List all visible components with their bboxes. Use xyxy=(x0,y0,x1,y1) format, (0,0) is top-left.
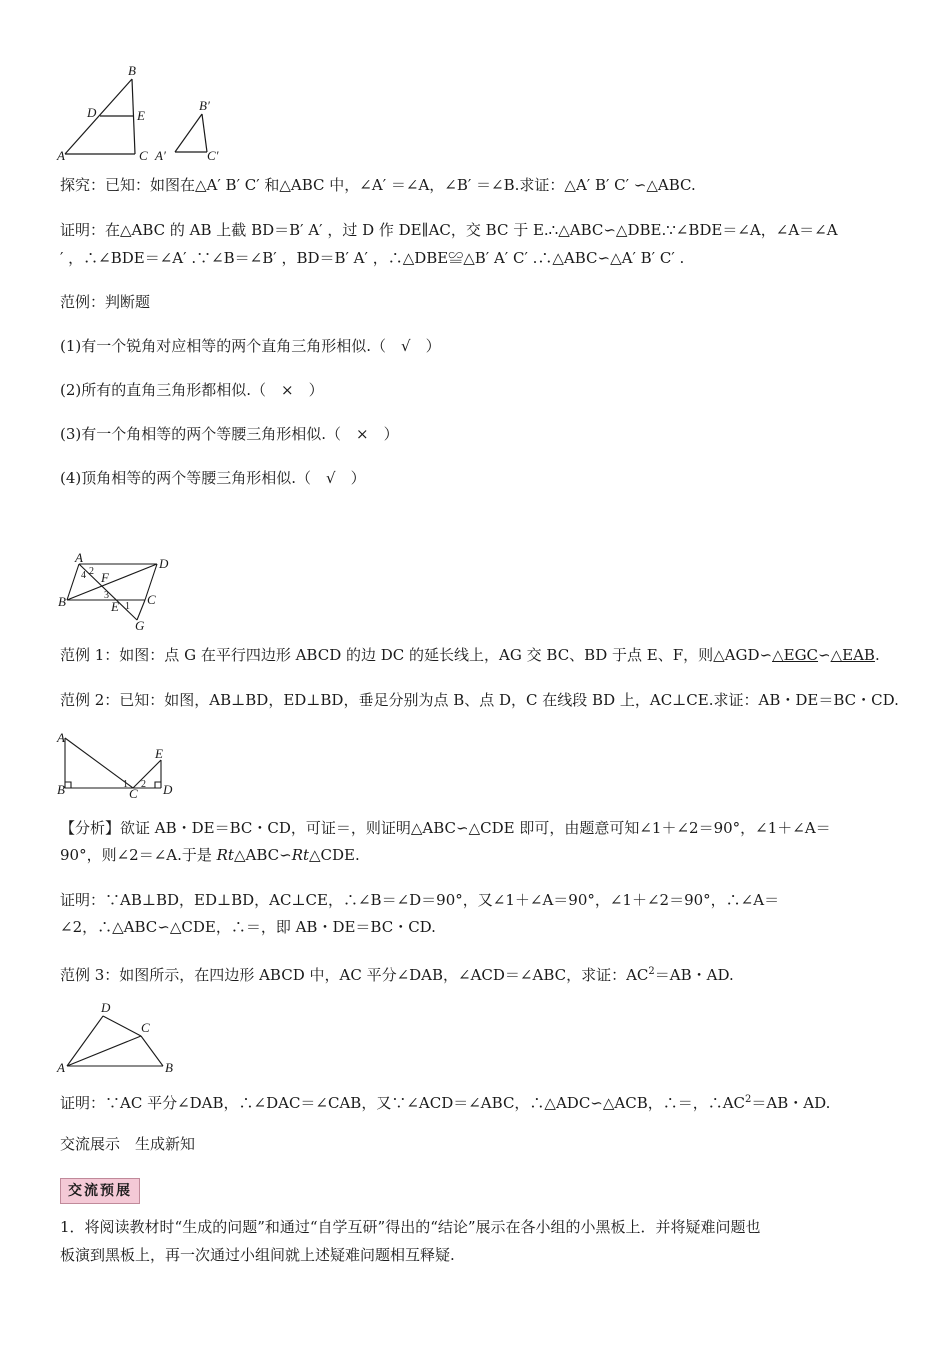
proof1-line2: ′ ，∴∠BDE＝∠A′ .∵∠B＝∠B′ ，BD＝B′ A′ ，∴△DBE≌△B′ A′ C′ .∴△ABC∽△A′ B′ C′ . xyxy=(60,249,685,267)
proof3-suffix: ＝AB・AD. xyxy=(751,1094,831,1112)
figure-quadrilateral xyxy=(55,1000,185,1078)
example3-suffix: ＝AB・AD. xyxy=(654,966,734,984)
angle-4: 4 xyxy=(81,570,86,581)
example1-answer1: △EGC xyxy=(772,646,819,664)
label-A: A xyxy=(57,1060,65,1075)
judge-heading: 范例：判断题 xyxy=(60,293,151,311)
analysis-rt-2: Rt xyxy=(291,846,310,864)
label-B: B xyxy=(165,1060,173,1075)
figure-triangles-abc xyxy=(55,62,235,167)
example1-answer2: △EAB xyxy=(830,646,875,664)
example1-end: . xyxy=(874,646,880,664)
example1-mid: ∽ xyxy=(818,646,831,664)
item1-line1: 1．将阅读教材时“生成的问题”和通过“自学互研”得出的“结论”展示在各小组的小黑板上．并将疑难问题也 xyxy=(60,1218,761,1236)
label-B: B xyxy=(58,594,66,609)
explore-text: 探究：已知：如图在△A′ B′ C′ 和△ABC 中，∠A′ ＝∠A，∠B′ ＝∠B.求证：△A′ B′ C′ ∽△ABC. xyxy=(60,176,696,194)
label-D: D xyxy=(163,782,173,797)
item1-line2: 板演到黑板上，再一次通过小组间就上述疑难问题相互释疑. xyxy=(60,1246,455,1264)
label-E: E xyxy=(137,108,145,123)
example1-text xyxy=(60,645,880,665)
angle-1: 1 xyxy=(125,601,130,612)
example3-text xyxy=(60,962,734,985)
label-B: B xyxy=(128,63,136,78)
proof2-line1: 证明：∵AB⊥BD，ED⊥BD，AC⊥CE，∴∠B＝∠D＝90°，又∠1＋∠A＝90°，∠1＋∠2＝90°，∴∠A＝ xyxy=(60,891,780,909)
example1-prefix: 范例 1：如图：点 G 在平行四边形 ABCD 的边 DC 的延长线上，AG 交 BC、BD 于点 E、F，则△AGD∽ xyxy=(60,646,773,664)
judge-item-4: (4)顶角相等的两个等腰三角形相似.（ √ ） xyxy=(60,469,366,487)
label-C: C xyxy=(147,592,156,607)
label-D: D xyxy=(159,556,169,571)
analysis-line2b: △ABC∽ xyxy=(233,846,292,864)
analysis-line2 xyxy=(60,845,360,865)
label-C: C xyxy=(129,786,138,798)
section-tag: 交流预展 xyxy=(60,1178,140,1204)
angle-2: 2 xyxy=(141,779,146,790)
proof3-prefix: 证明：∵AC 平分∠DAB，∴∠DAC＝∠CAB，又∵∠ACD＝∠ABC，∴△ADC∽△ACB，∴＝，∴AC xyxy=(60,1094,746,1112)
label-F: F xyxy=(101,570,109,585)
label-A: A xyxy=(57,148,65,163)
example3-prefix: 范例 3：如图所示，在四边形 ABCD 中，AC 平分∠DAB，∠ACD＝∠ABC，求证：AC xyxy=(60,966,649,984)
proof1-line1: 证明：在△ABC 的 AB 上截 BD＝B′ A′ ，过 D 作 DE∥AC，交 BC 于 E.∴△ABC∽△DBE.∵∠BDE＝∠A，∠A＝∠A xyxy=(60,221,838,239)
label-A: A xyxy=(75,552,83,565)
proof2-line2: ∠2，∴△ABC∽△CDE，∴＝，即 AB・DE＝BC・CD. xyxy=(60,918,436,936)
angle-3: 3 xyxy=(104,590,109,601)
analysis-line2c: △CDE. xyxy=(309,846,360,864)
analysis-rt-1: Rt xyxy=(216,846,234,864)
label-G: G xyxy=(135,618,145,633)
label-D: D xyxy=(101,1000,111,1015)
label-C-prime: C′ xyxy=(207,148,219,163)
angle-1: 1 xyxy=(123,779,128,790)
analysis-line2a: 90°，则∠2＝∠A.于是 xyxy=(60,846,217,864)
proof3-sup: 2 xyxy=(745,1094,752,1105)
label-B-prime: B′ xyxy=(199,98,210,113)
label-C: C xyxy=(139,148,148,163)
judge-item-3: (3)有一个角相等的两个等腰三角形相似.（ × ） xyxy=(60,425,399,443)
analysis-line1: 【分析】欲证 AB・DE＝BC・CD，可证＝，则证明△ABC∽△CDE 即可，由题意可知∠1＋∠2＝90°，∠1＋∠A＝ xyxy=(60,819,831,837)
judge-item-2: (2)所有的直角三角形都相似.（ × ） xyxy=(60,381,324,399)
label-C: C xyxy=(141,1020,150,1035)
label-A-prime: A′ xyxy=(155,148,166,163)
label-E: E xyxy=(111,599,119,614)
section-title: 交流展示 生成新知 xyxy=(60,1135,196,1153)
example3-sup: 2 xyxy=(648,966,655,977)
angle-2: 2 xyxy=(89,566,94,577)
example2-text: 范例 2：已知：如图，AB⊥BD，ED⊥BD，垂足分别为点 B、点 D，C 在线段 BD 上，AC⊥CE.求证：AB・DE＝BC・CD. xyxy=(60,691,899,709)
judge-item-1: (1)有一个锐角对应相等的两个直角三角形相似.（ √ ） xyxy=(60,337,441,355)
label-B: B xyxy=(57,782,65,797)
proof3-text xyxy=(60,1090,830,1113)
label-D: D xyxy=(87,105,97,120)
label-A: A xyxy=(57,730,65,745)
figure-right-triangles xyxy=(55,728,175,798)
figure-parallelogram xyxy=(55,552,175,634)
label-E: E xyxy=(155,746,163,761)
